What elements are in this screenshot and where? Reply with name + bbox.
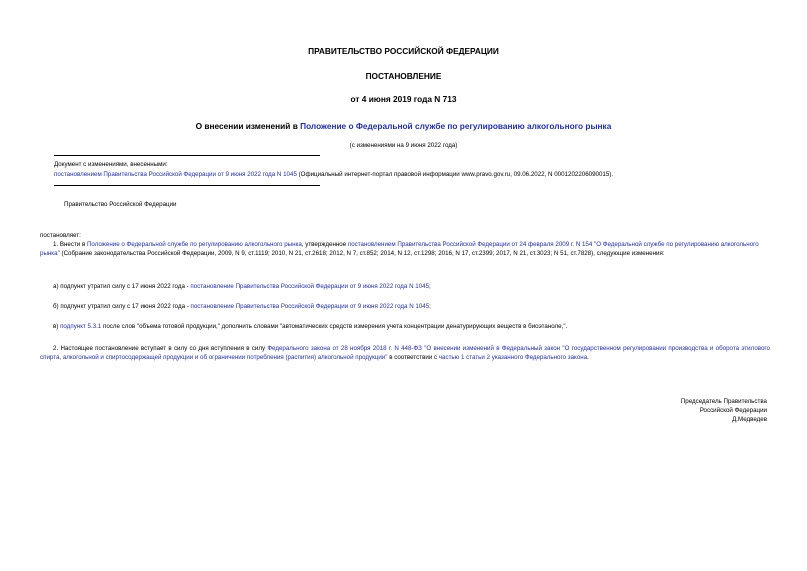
- subitem-b: [53, 302, 431, 311]
- subitem-b-end: ;: [429, 303, 431, 310]
- p2-link-federal-law[interactable]: Федерального закона от 28 ноября 2018 г. N 448-ФЗ "О внесении изменений в Федеральный закон "О государственном регулировании производства и оборота этилового спирта, алкогольной и спиртосодержащей продукции и об ограничении потребления (распития) алкогольной продукции": [40, 345, 770, 361]
- divider-bottom: [54, 185, 320, 186]
- subitem-v-text: в): [53, 323, 61, 330]
- title-prefix: О внесении изменений в: [195, 121, 301, 131]
- subitem-a-link[interactable]: постановление Правительства Российской Федерации от 9 июня 2022 года N 1045: [190, 283, 430, 290]
- header-doc-type: ПОСТАНОВЛЕНИЕ: [365, 71, 442, 81]
- p2-text-2: в соответствии с: [387, 354, 439, 361]
- signature-title: Председатель Правительства: [680, 398, 767, 405]
- signature-block: [681, 397, 767, 424]
- p1-link-decree-154[interactable]: постановлением Правительства Российской Федерации от 24 февраля 2009 г. N 154 "О Федеральной службе по регулированию алкогольного рынка": [40, 241, 759, 257]
- paragraph-2: [40, 344, 770, 362]
- subitem-a-end: ;: [429, 283, 431, 290]
- title-link[interactable]: Положение о Федеральной службе по регулированию алкогольного рынка: [300, 121, 612, 131]
- p2-link-article[interactable]: частью 1 статьи 2 указанного Федерального закона: [438, 354, 588, 361]
- signature-country: Российской Федерации: [699, 407, 767, 414]
- subitem-v: [53, 322, 567, 331]
- p1-text-3: (Собрание законодательства Российской Федерации, 2009, N 9, ст.1119; 2010, N 21, ст.2618; 2012, N 7, ст.852; 2014, N 12, ст.1298; 2016, N 17, ст.2399; 2017, N 21, ст.3023; N 51, ст.7828), следующие изменения:: [59, 250, 665, 257]
- subitem-b-link[interactable]: постановление Правительства Российской Федерации от 9 июня 2022 года N 1045: [190, 303, 430, 310]
- subitem-v-link[interactable]: подпункт 5.3.1: [60, 323, 102, 330]
- p2-text-3: .: [587, 354, 589, 361]
- subitem-v-end: после слов "объема готовой продукции," дополнить словами "автоматических средств измерения учета концентрации денатурирующих веществ в биоэтаноле,".: [101, 323, 568, 330]
- decrees-label: постановляет:: [40, 232, 81, 239]
- changes-caption: Документ с изменениями, внесенными:: [54, 161, 168, 168]
- p1-text-1: 1. Внести в: [53, 241, 87, 248]
- government-label: Правительство Российской Федерации: [64, 201, 177, 208]
- p1-text-2: , утвержденное: [301, 241, 348, 248]
- p1-link-regulation[interactable]: Положение о Федеральной службе по регулированию алкогольного рынка: [86, 241, 302, 248]
- changes-source: (Официальный интернет-портал правовой информации www.pravo.gov.ru, 09.06.2022, N 0001202206090015).: [296, 171, 614, 178]
- subitem-a-text: а) подпункт утратил силу с 17 июня 2022 года -: [53, 283, 191, 290]
- divider-top: [54, 155, 320, 156]
- subitem-a: [53, 282, 431, 291]
- changes-link[interactable]: постановлением Правительства Российской Федерации от 9 июня 2022 года N 1045: [54, 171, 297, 178]
- signature-name: Д.Медведев: [732, 416, 767, 423]
- edition-note: (с изменениями на 9 июня 2022 года): [349, 142, 458, 149]
- header-date-number: от 4 июня 2019 года N 713: [350, 94, 457, 104]
- header-org: ПРАВИТЕЛЬСТВО РОССИЙСКОЙ ФЕДЕРАЦИИ: [308, 46, 499, 56]
- paragraph-1: [40, 240, 770, 258]
- document-title: [0, 121, 807, 131]
- changes-line: [54, 170, 774, 179]
- p2-text-1: 2. Настоящее постановление вступает в силу со дня вступления в силу: [53, 345, 268, 352]
- subitem-b-text: б) подпункт утратил силу с 17 июня 2022 года -: [53, 303, 191, 310]
